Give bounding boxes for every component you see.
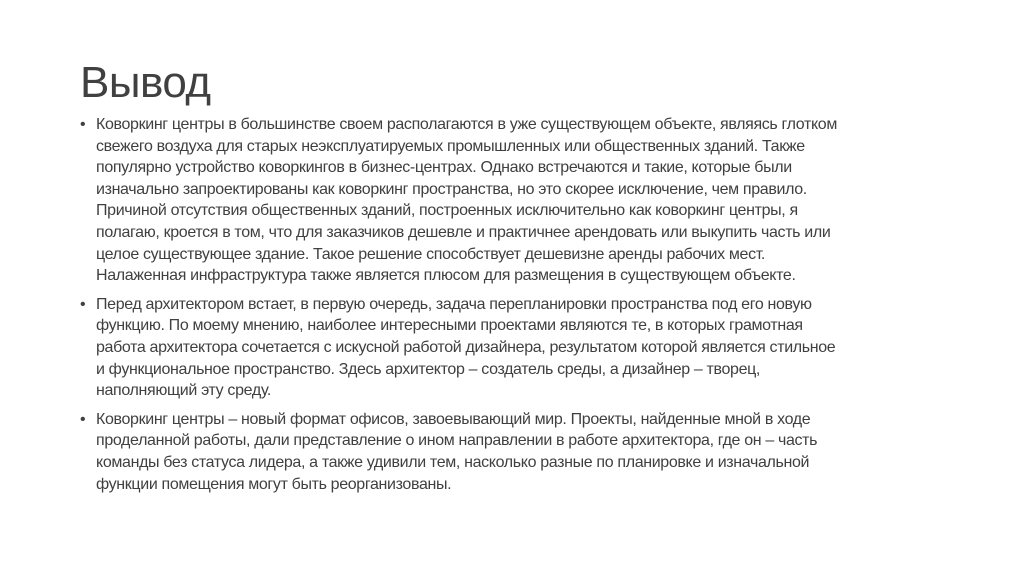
bullet-text-line: изначально запроектированы как коворкинг пространства, но это скорее исключение, чем правило. [96, 180, 807, 198]
bullet-text [96, 114, 980, 287]
bullet-item [80, 114, 980, 287]
bullet-text-line: работа архитектора сочетается с искусной работой дизайнера, результатом которой является стильное [96, 338, 836, 356]
bullet-text-line: полагаю, кроется в том, что для заказчиков дешевле и практичнее арендовать или выкупить часть или [96, 223, 831, 241]
bullet-text-line: функции помещения могут быть реорганизованы. [96, 475, 452, 493]
bullet-text-line: Налаженная инфраструктура также является плюсом для размещения в существующем объекте. [96, 267, 796, 285]
bullet-text-line: Перед архитектором встает, в первую очередь, задача перепланировки пространства под его новую [96, 295, 812, 313]
bullet-text-line: команды без статуса лидера, а также удивили тем, насколько разные по планировке и изначальной [96, 453, 810, 471]
bullet-dot-icon: • [80, 116, 86, 133]
bullet-text-line: целое существующее здание. Такое решение способствует дешевизне аренды рабочих мест. [96, 245, 766, 263]
bullet-text-line: Причиной отсутствия общественных зданий, построенных исключительно как коворкинг центры, я [96, 202, 798, 220]
bullet-dot-icon: • [80, 410, 86, 428]
bullet-item [80, 294, 980, 402]
slide-title: Вывод [80, 58, 211, 107]
bullet-text [96, 409, 980, 495]
bullet-text-line: Коворкинг центры в большинстве своем располагаются в уже существующем объекте, являясь глотком [96, 116, 838, 133]
bullet-dot-icon: • [80, 295, 86, 313]
bullet-text-line: Коворкинг центры – новый формат офисов, завоевывающий мир. Проекты, найденные мной в ходе [96, 410, 811, 428]
bullet-text-line: и функциональное пространство. Здесь архитектор – создатель среды, а дизайнер – творец, [96, 360, 761, 378]
bullet-list [80, 114, 980, 502]
bullet-text-line: популярно устройство коворкингов в бизнес-центрах. Однако встречаются и такие, которые были [96, 159, 792, 177]
bullet-text-line: свежего воздуха для старых неэксплуатируемых промышленных или общественных зданий. Также [96, 137, 805, 155]
bullet-text [96, 294, 980, 402]
bullet-text-line: наполняющий эту среду. [96, 382, 271, 400]
bullet-item [80, 409, 980, 495]
bullet-text-line: функцию. По моему мнению, наиболее интересными проектами являются те, в которых грамотная [96, 317, 803, 335]
bullet-text-line: проделанной работы, дали представление о ином направлении в работе архитектора, где он – часть [96, 432, 818, 450]
